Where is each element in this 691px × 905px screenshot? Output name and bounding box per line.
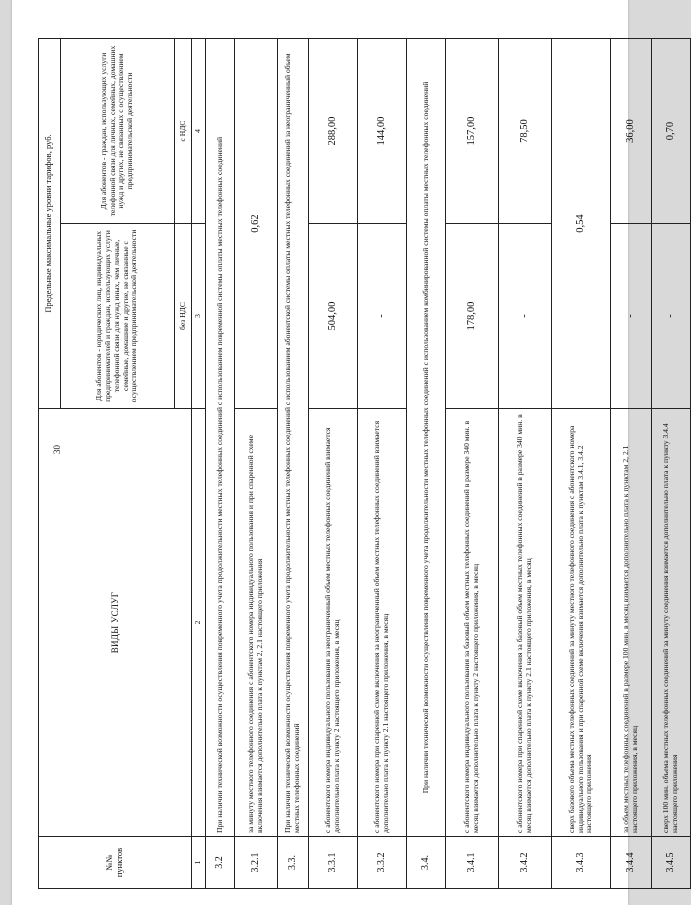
item-number: 3.4.1 (446, 837, 499, 889)
tariff-value: 144,00 (358, 38, 407, 223)
item-number: 3.3. (278, 837, 309, 889)
header-with-vat: с НДС (174, 38, 191, 223)
tariff-value: 78,50 (499, 38, 552, 223)
item-number: 3.4.4 (611, 837, 652, 889)
table-section-row (278, 38, 309, 888)
tariff-value: 0,70 (652, 38, 691, 223)
header-tariff-group: Предельные максимальные уровни тарифов, руб. (39, 38, 61, 408)
header-item-number: №№ пунктов (39, 837, 192, 889)
item-number: 3.4.5 (652, 837, 691, 889)
index-cell: 2 (192, 409, 206, 837)
tariff-value: - (499, 224, 552, 409)
service-text: сверх 100 мин. объема местных телефонных соединений за минуту соединения взимается дополнительно плата к пункту 3.4.4 настоящего приложения (652, 409, 691, 837)
tariff-value: 0,62 (235, 38, 278, 408)
table-row (499, 38, 552, 888)
item-number: 3.2 (206, 837, 235, 889)
table-section-row (206, 38, 235, 888)
service-text: с абонентского номера при спаренной схеме включения за базовый объем местных телефонных соединений в размере 340 мин. в месяц взимается дополнительно плата к пункту 2.1 настоящего приложения, в месяц (499, 409, 552, 837)
tariff-table (38, 38, 691, 889)
section-text: При наличии технической возможности осуществления повременного учета продолжительности местных телефонных соединений с использованием комбинированной системы оплаты местных телефонных соединений (407, 38, 446, 836)
item-number: 3.4. (407, 837, 446, 889)
section-text: При наличии технической возможности осуществления повременного учета продолжительности местных телефонных соединений с использованием абонентской системы оплаты местных телефонных соединений за неограниченный объем местных телефонных соединений (278, 38, 309, 836)
item-number: 3.3.2 (358, 837, 407, 889)
item-number: 3.3.1 (309, 837, 358, 889)
table-row (446, 38, 499, 888)
tariff-value: 178,00 (446, 224, 499, 409)
service-text: с абонентского номера индивидуального пользования за неограниченный объем местных телефонных соединений взимается дополнительно плата к пункту 2 настоящего приложения, в месяц (309, 409, 358, 837)
header-without-vat: без НДС (174, 224, 191, 409)
table-row (235, 38, 278, 888)
table-row (309, 38, 358, 888)
tariff-value: 36,00 (611, 38, 652, 223)
tariff-value: - (611, 224, 652, 409)
service-text: за минуту местного телефонного соединения с абонентского номера индивидуального пользования и при спаренной схеме включения взимается дополнительно плата к пунктам 2, 2.1 настоящего приложения (235, 409, 278, 837)
rotated-page-content (10, 34, 679, 904)
tariff-value: 288,00 (309, 38, 358, 223)
service-text: сверх базового объема местных телефонных соединений за минуту местного телефонного соединения с абонентского номера индивидуального пользования и при спаренной схеме включения взимается дополнительно плата к пунктам 3.4.1, 3.4.2 настоящего приложения (552, 409, 611, 837)
index-cell: 4 (192, 38, 206, 223)
document-page (12, 0, 679, 905)
header-services: ВИДЫ УСЛУГ (39, 409, 192, 837)
table-index-row (192, 38, 206, 888)
index-cell: 3 (192, 224, 206, 409)
table-row (611, 38, 652, 888)
header-legal-entities: Для абонентов - юридических лиц, индивидуальных предпринимателей и граждан, использующих услуги телефонной связи для нужд иных, чем личные, семейные, домашние и другие, не связанные с осуществлением предпринимательской деятельности (60, 224, 174, 409)
table-section-row (407, 38, 446, 888)
item-number: 3.4.3 (552, 837, 611, 889)
header-citizens: Для абонентов - граждан, использующих услуги телефонной связи для личных, семейных, домашних нужд и других, не связанных с осуществлением предпринимательской деятельности (60, 38, 174, 223)
page-number: 30 (52, 445, 62, 454)
tariff-value: 504,00 (309, 224, 358, 409)
item-number: 3.4.2 (499, 837, 552, 889)
item-number: 3.2.1 (235, 837, 278, 889)
index-cell: 1 (192, 837, 206, 889)
service-text: с абонентского номера при спаренной схеме включения за неограниченный объем местных телефонных соединений взимается дополнительно плата к пункту 2.1 настоящего приложения, в месяц (358, 409, 407, 837)
table-row (552, 38, 611, 888)
table-row (358, 38, 407, 888)
tariff-value: - (652, 224, 691, 409)
section-text: При наличии технической возможности осуществления повременного учета продолжительности местных телефонных соединений с использованием повременной системы оплаты местных телефонных соединений (206, 38, 235, 836)
tariff-value: 0,54 (552, 38, 611, 408)
tariff-value: - (358, 224, 407, 409)
tariff-value: 157,00 (446, 38, 499, 223)
service-text: с абонентского номера индивидуального пользования за базовый объем местных телефонных соединений в размере 340 мин. в месяц взимается дополнительно плата к пункту 2 настоящего приложения, в месяц (446, 409, 499, 837)
table-header-row (39, 38, 61, 888)
table-row (652, 38, 691, 888)
service-text: за объем местных телефонных соединений в размере 100 мин. в месяц взимается дополнительно плата к пунктам 2, 2.1 настоящего приложения, в месяц (611, 409, 652, 837)
